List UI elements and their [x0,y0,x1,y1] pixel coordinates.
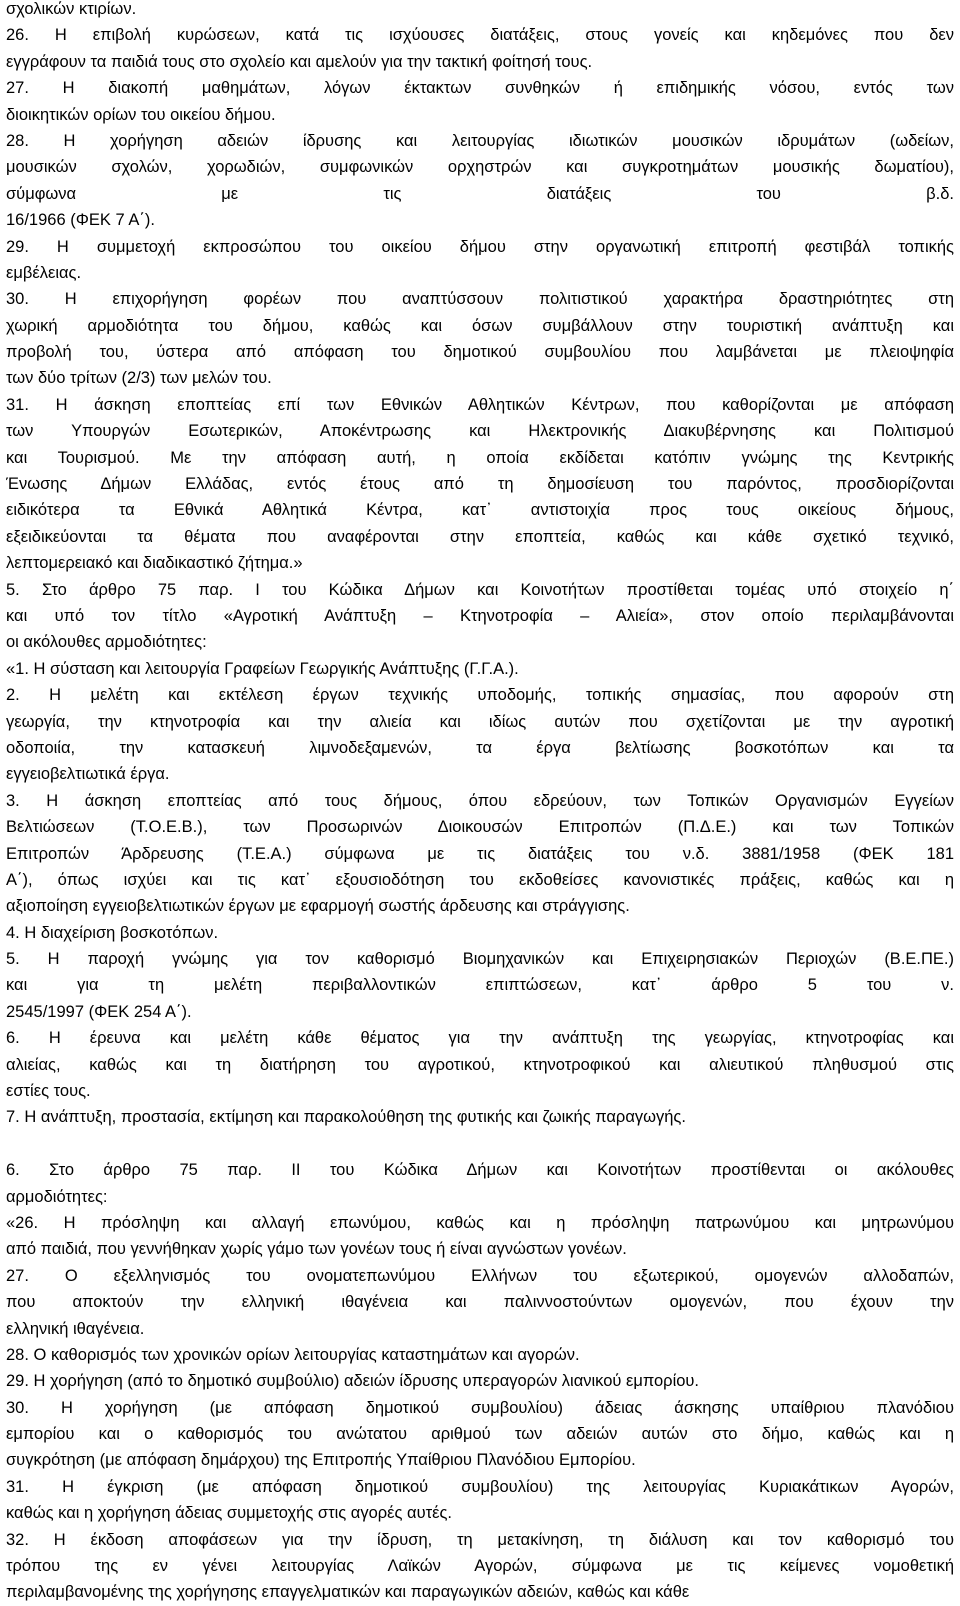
text-line: 5. Η παροχή γνώμης για τον καθορισμό Βιομηχανικών και Επιχειρησιακών Περιοχών (Β.Ε.ΠΕ.) [6,950,954,969]
text-line: Επιτροπών Άρδρευσης (Τ.Ε.Α.) σύμφωνα με τις διατάξεις του ν.δ. 3881/1958 (ΦΕΚ 181 [6,844,954,863]
paragraph [6,1342,954,1368]
paragraph [6,392,954,577]
text-line: εστίες τους. [6,1082,91,1101]
text-line: 2545/1997 (ΦΕΚ 254 Α΄). [6,1002,192,1021]
text-line: εξειδικεύονται τα θέματα που αναφέρονται στην εποπτεία, καθώς και κάθε σχετικό τεχνικό, [6,527,954,546]
paragraph [6,656,954,682]
paragraph [6,1210,954,1263]
text-line: οδοποιία, την κατασκευή λιμνοδεξαμενών, τα έργα βελτίωσης βοσκοτόπων και τα [6,738,954,757]
text-line: 4. Η διαχείριση βοσκοτόπων. [6,923,219,942]
text-line: 16/1966 (ΦΕΚ 7 Α΄). [6,211,155,230]
text-line: από παιδιά, που γεννήθηκαν χωρίς γάμο των γονέων τους ή είναι αγνώστων γονέων. [6,1240,627,1259]
text-line: 31. Η άσκηση εποπτείας επί των Εθνικών Αθλητικών Κέντρων, που καθορίζονται με απόφαση [6,395,954,414]
text-line: σύμφωνα με τις διατάξεις του β.δ. [6,184,954,203]
text-line: Α΄), όπως ισχύει και τις κατ᾽ εξουσιοδότηση του εκδοθείσες κανονιστικές πράξεις, καθώς και η [6,870,954,889]
paragraph [6,0,954,22]
paragraph [6,946,954,1025]
text-line: περιλαμβανομένης της χορήγησης επαγγελματικών και παραγωγικών αδειών, καθώς και κάθε [6,1583,690,1602]
text-line: 6. Στο άρθρο 75 παρ. ΙΙ του Κώδικα Δήμων και Κοινοτήτων προστίθενται οι ακόλουθες [6,1161,954,1180]
text-line: 7. Η ανάπτυξη, προστασία, εκτίμηση και παρακολούθηση της φυτικής και ζωικής παραγωγής. [6,1108,686,1127]
text-line: ελληνική ιθαγένεια. [6,1319,145,1338]
text-line: εμβέλειας. [6,263,82,282]
text-line: ειδικότερα τα Εθνικά Αθλητικά Κέντρα, κατ᾽ αντιστοιχία προς τους οικείους δήμους, [6,501,954,520]
text-line: συγκρότηση (με απόφαση δημάρχου) της Επιτροπής Υπαίθριου Πλανόδιου Εμπορίου. [6,1451,636,1470]
text-line: 31. Η έγκριση (με απόφαση δημοτικού συμβουλίου) της λειτουργίας Κυριακάτικων Αγορών, [6,1477,954,1496]
paragraph [6,1157,954,1210]
text-line: και για τη μελέτη περιβαλλοντικών επιπτώσεων, κατ᾽ άρθρο 5 του ν. [6,976,954,995]
paragraph [6,788,954,920]
paragraph [6,682,954,788]
text-line: 5. Στο άρθρο 75 παρ. Ι του Κώδικα Δήμων και Κοινοτήτων προστίθεται τομέας υπό στοιχείο η΄ [6,580,954,599]
paragraph [6,22,954,75]
text-line: 32. Η έκδοση αποφάσεων για την ίδρυση, τη μετακίνηση, τη διάλυση και τον καθορισμό του [6,1530,954,1549]
text-line: 26. Η επιβολή κυρώσεων, κατά τις ισχύουσες διατάξεις, στους γονείς και κηδεμόνες που δεν [6,26,954,45]
text-line: και υπό τον τίτλο «Αγροτική Ανάπτυξη – Κτηνοτροφία – Αλιεία», στον οποίο περιλαμβάνονται [6,606,954,625]
text-line: γεωργία, την κτηνοτροφία και την αλιεία και ιδίως αυτών που σχετίζονται με την αγροτική [6,712,954,731]
text-line: των Υπουργών Εσωτερικών, Αποκέντρωσης και Ηλεκτρονικής Διακυβέρνησης και Πολιτισμού [6,422,954,441]
text-line: αρμοδιότητες: [6,1187,108,1206]
text-line: εμπορίου και ο καθορισμός του ανώτατου αριθμού των αδειών αυτών στο δήμο, καθώς και η [6,1425,954,1444]
text-line: αξιοποίηση εγγειοβελτιωτικών έργων με εφαρμογή σωστής άρδευσης και στράγγισης. [6,897,630,916]
text-line: 30. Η χορήγηση (με απόφαση δημοτικού συμβουλίου) άδειας άσκησης υπαίθριου πλανόδιου [6,1398,954,1417]
text-line: οι ακόλουθες αρμοδιότητες: [6,633,207,652]
text-line: 27. Η διακοπή μαθημάτων, λόγων έκτακτων συνθηκών ή επιδημικής νόσου, εντός των [6,79,954,98]
text-line: 28. Ο καθορισμός των χρονικών ορίων λειτουργίας καταστημάτων και αγορών. [6,1345,580,1364]
paragraph [6,234,954,287]
paragraph [6,1395,954,1474]
paragraph [6,1527,954,1606]
text-line: και Τουρισμού. Με την απόφαση αυτή, η οποία εκδίδεται κατόπιν γνώμης της Κεντρικής [6,448,954,467]
text-line: τρόπου της εν γένει λειτουργίας Λαϊκών Αγορών, σύμφωνα με τις κείμενες νομοθετική [6,1557,954,1576]
paragraph [6,920,954,946]
text-line: Ένωσης Δήμων Ελλάδας, εντός έτους από τη δημοσίευση του παρόντος, προσδιορίζονται [6,475,954,494]
text-line: 27. Ο εξελληνισμός του ονοματεπωνύμου Ελλήνων του εξωτερικού, ομογενών αλλοδαπών, [6,1266,954,1285]
paragraph [6,1025,954,1104]
paragraph [6,577,954,656]
text-line: «1. Η σύσταση και λειτουργία Γραφείων Γεωργικής Ανάπτυξης (Γ.Γ.Α.). [6,659,519,678]
paragraph [6,75,954,128]
text-line: Βελτιώσεων (Τ.Ο.Ε.Β.), των Προσωρινών Διοικουσών Επιτροπών (Π.Δ.Ε.) και των Τοπικών [6,818,954,837]
text-line: εγγειοβελτιωτικά έργα. [6,765,170,784]
text-line: 2. Η μελέτη και εκτέλεση έργων τεχνικής υποδομής, τοπικής σημασίας, που αφορούν στη [6,686,954,705]
text-line: 29. Η χορήγηση (από το δημοτικό συμβούλιο) αδειών ίδρυσης υπεραγορών λιανικού εμπορίου. [6,1372,700,1391]
text-line: αλιείας, καθώς και τη διατήρηση του αγροτικού, κτηνοτροφικού και αλιευτικού πληθυσμού στις [6,1055,954,1074]
text-line: 30. Η επιχορήγηση φορέων που αναπτύσσουν πολιτιστικού χαρακτήρα δραστηριότητες στη [6,290,954,309]
paragraph [6,1104,954,1130]
text-line: των δύο τρίτων (2/3) των μελών του. [6,369,272,388]
text-line: μουσικών σχολών, χορωδιών, συμφωνικών ορχηστρών και συγκροτημάτων μουσικής δωματίου), [6,158,954,177]
text-line: καθώς και η χορήγηση άδειας συμμετοχής στις αγορές αυτές. [6,1504,453,1523]
paragraph [6,128,954,234]
text-line: 28. Η χορήγηση αδειών ίδρυσης και λειτουργίας ιδιωτικών μουσικών ιδρυμάτων (ωδείων, [6,131,954,150]
text-line: που αποκτούν την ελληνική ιθαγένεια και παλιννοστούντων ομογενών, που έχουν την [6,1293,954,1312]
paragraph [6,1263,954,1342]
paragraph [6,1474,954,1527]
text-line: «26. Η πρόσληψη και αλλαγή επωνύμου, καθώς και η πρόσληψη πατρωνύμου και μητρωνύμου [6,1213,954,1232]
paragraph [6,286,954,392]
text-line: προβολή του, ύστερα από απόφαση του δημοτικού συμβουλίου που λαμβάνεται με πλειοψηφία [6,343,954,362]
text-line: λεπτομερειακό και διαδικαστικό ζήτημα.» [6,554,303,573]
paragraph-gap [6,1131,954,1157]
text-line: σχολικών κτιρίων. [6,0,137,18]
text-line: εγγράφουν τα παιδιά τους στο σχολείο και αμελούν για την τακτική φοίτησή τους. [6,52,593,71]
text-line: 29. Η συμμετοχή εκπροσώπου του οικείου δήμου στην οργανωτική επιτροπή φεστιβάλ τοπικής [6,237,954,256]
text-line: 3. Η άσκηση εποπτείας από τους δήμους, όπου εδρεύουν, των Τοπικών Οργανισμών Εγγείων [6,791,954,810]
paragraph [6,1368,954,1394]
text-line: χωρική αρμοδιότητα του δήμου, καθώς και όσων συμβάλλουν στην τουριστική ανάπτυξη και [6,316,954,335]
text-line: 6. Η έρευνα και μελέτη κάθε θέματος για την ανάπτυξη της γεωργίας, κτηνοτροφίας και [6,1029,954,1048]
text-line: διοικητικών ορίων του οικείου δήμου. [6,105,276,124]
